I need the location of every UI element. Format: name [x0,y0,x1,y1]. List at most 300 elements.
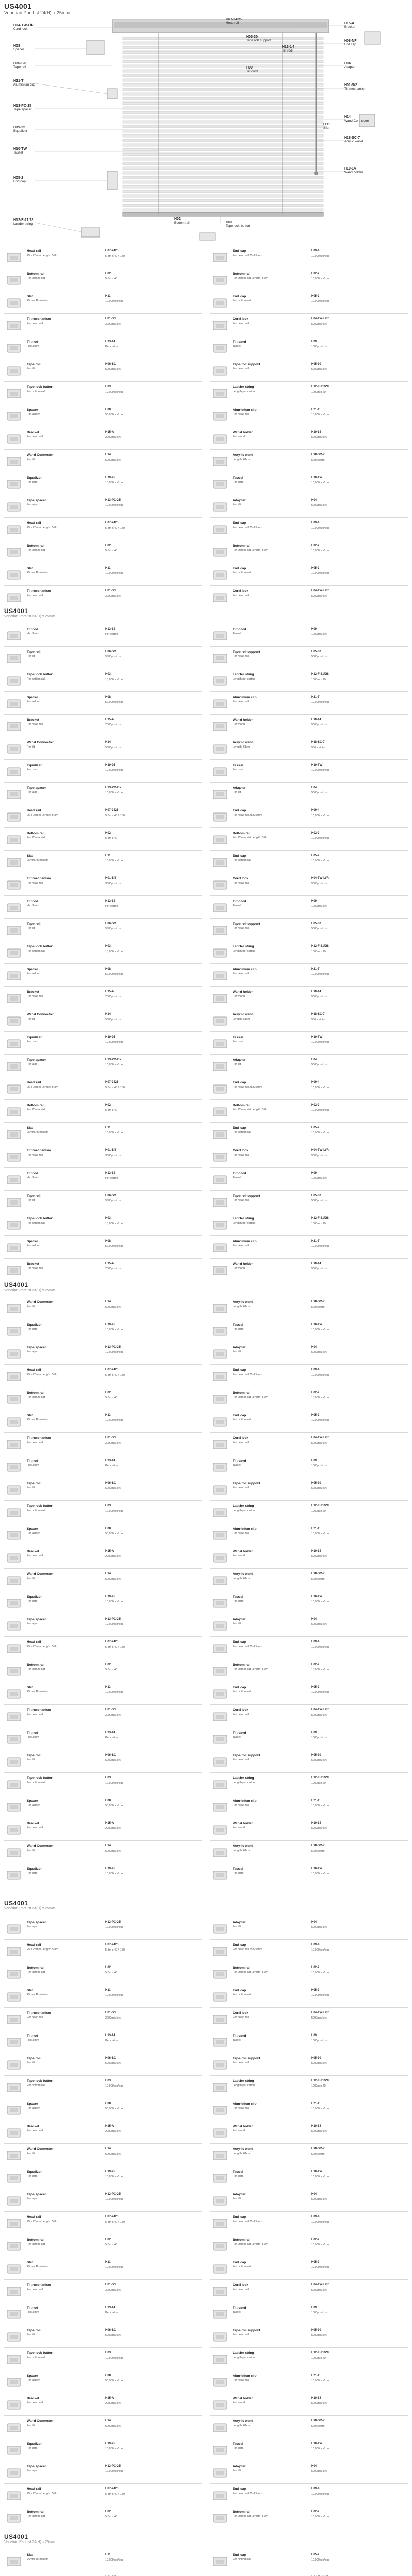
part-thumbnail [4,1194,24,1211]
hero-label-name: Slat [323,126,330,130]
part-row [4,943,202,964]
part-description: Length per carton [233,1781,255,1784]
part-packing: 10,000pcs/ctn [311,1245,329,1248]
part-thumbnail [4,832,24,848]
part-row [210,920,408,941]
part-packing: 10,000pcs/ctn [105,2558,123,2562]
part-name: Tape spacer [27,2193,46,2196]
part-code: H04 [311,2193,317,2196]
part-packing: 500pcs/ctn [311,2153,325,2156]
part-name: End cap [233,249,246,253]
part-row [4,383,202,404]
part-packing: 500pcs/ctn [311,1850,325,1853]
part-description: Length per carton [233,950,255,953]
part-thumbnail [210,363,230,379]
part-thumbnail [4,1217,24,1233]
part-description: For head rail [233,1713,249,1716]
part-row [210,1865,408,1886]
part-name: Cord lock [233,1149,248,1153]
hero-label-code: H07-2425 [226,18,242,21]
part-row [210,693,408,715]
part-description: Hex 3mm [27,904,39,907]
part-description: 25 x 25mm Length: 5.8m [27,2492,58,2495]
part-packing: 10,000pcs/ctn [311,549,329,552]
part-packing: 500pcs/ctn [311,1018,325,1021]
part-row [210,943,408,964]
part-name: Equalizer [27,1323,42,1327]
part-description: For head rail 25x25mm [233,1373,262,1376]
part-code: H01-S/2 [105,1149,117,1152]
part-row [4,2077,202,2098]
hero-label-code: H04 [344,62,351,65]
part-packing: 10,000pcs/ctn [311,572,329,575]
part-packing: 10,000pcs/ctn [311,2107,329,2110]
part-code: H06-SC [105,1482,116,1485]
part-description: For bottom rail [233,2265,251,2268]
part-thumbnail [4,1104,24,1120]
part-thumbnail [4,1776,24,1793]
hero-label [344,62,356,69]
part-description: Length: 61cm [233,1305,250,1308]
part-packing: 10,000pcs/ctn [105,1222,123,1225]
part-packing: 5.8m x 40 / 150 [105,1948,125,1952]
hero-label-code: H08-NF [344,39,357,43]
part-code: H18-SC-7 [311,2419,325,2422]
part-row [210,542,408,563]
hero-label-name: End cap [13,180,26,183]
part-description: For cord [27,481,38,484]
part-name: Bottom rail [27,1663,45,1667]
part-description: For bottom rail [233,1690,251,1693]
part-name: End cap [233,2215,246,2219]
part-packing: 5.8m x 40 [105,1668,118,1671]
part-code: H19-25 [105,476,115,479]
part-description: 25 x 25mm Length: 5.8m [27,2220,58,2223]
part-row [210,1101,408,1123]
part-description: 25 x 25mm Length: 5.8m [27,1645,58,1648]
part-thumbnail [210,741,230,757]
part-row [210,2100,408,2121]
part-name: Slat [27,295,33,298]
part-code: H10-TW [311,2170,323,2173]
part-row [210,2463,408,2484]
part-packing: 5.8m x 40 [105,277,118,280]
part-code: H07-2425 [105,809,119,812]
part-row [4,2032,202,2053]
part-row [210,1170,408,1191]
part-thumbnail [210,1217,230,1233]
part-description: For 25mm slat Length: 5.8m [233,1108,268,1111]
part-row [4,2574,202,2576]
part-description: For 25mm slat Length: 5.8m [233,2243,268,2246]
part-packing: 2000pcs/ctn [105,1827,121,1830]
part-thumbnail [210,1776,230,1793]
part-packing: 5000pcs/ctn [105,1487,121,1490]
hero-label [246,66,258,73]
part-description: For cord [233,1600,244,1603]
part-description: For 25mm slat [27,1971,45,1974]
part-code: H11 [105,1414,111,1417]
part-packing: 10,000pcs/ctn [105,1510,123,1513]
part-packing: 10,000pcs/ctn [105,1872,123,1875]
part-name: Adapter [233,1921,246,1924]
part-packing: 10,000pcs/ctn [105,2198,123,2201]
part-code: H01-S/2 [105,2011,117,2014]
hero-label-name: Tape roll [13,65,26,69]
hero-label [344,39,357,46]
part-description: 25 x 25mm Length: 5.8m [27,814,58,817]
part-name: Tilt cord [233,628,246,631]
part-description: For head rail 25x25mm [233,2492,262,2495]
part-name: Equalizer [27,764,42,767]
hero-label-code: H10-14 [344,167,356,171]
part-row [210,2395,408,2416]
part-thumbnail [210,1104,230,1120]
part-thumbnail [210,408,230,425]
part-description: For head rail [233,367,249,370]
part-name: Tape roll [27,1482,41,1485]
part-description: For head rail 25x25mm [233,526,262,529]
part-name: End cap [233,854,246,858]
part-row [210,270,408,291]
part-thumbnail [4,317,24,334]
part-name: Tassel [233,1595,243,1599]
part-code: H14 [105,1572,111,1575]
part-thumbnail [4,1126,24,1143]
part-description: For tilt [27,655,35,658]
part-thumbnail [4,544,24,561]
part-code: H05-30 [311,1482,321,1485]
part-row [210,852,408,873]
part-packing: 2000pcs/ctn [105,1267,121,1270]
part-description: For tape [27,2197,38,2200]
part-description: For ladder [27,1532,40,1535]
part-packing: Per carton [105,1464,118,1467]
part-packing: 10,000pcs/ctn [311,300,329,303]
part-name: End cap [233,809,246,812]
part-name: Head rail [27,521,41,525]
part-thumbnail [4,1550,24,1566]
part-packing: 10,000pcs/ctn [311,277,329,280]
part-code: H04-TW-L/R [311,589,329,592]
part-row [4,1101,202,1123]
part-description: For 25mm slat [27,836,45,839]
part-row [4,920,202,941]
part-code: H10-14 [311,1550,321,1553]
part-packing: 5000pcs/ctn [105,2334,121,2337]
part-packing: 5000pcs/ctn [311,2402,327,2405]
part-packing: 50,000pcs/ctn [105,2107,123,2110]
part-packing: 10,000pcs/ctn [105,791,123,794]
part-row [4,988,202,1009]
part-packing: 5000pcs/ctn [105,2062,121,2065]
part-code: H19-25 [105,1036,115,1039]
part-description: For head rail [27,1826,43,1829]
part-thumbnail [4,2465,24,2481]
part-description: For ladder [27,700,40,703]
section-code: US4001 [4,607,28,615]
part-code: H04 [311,2465,317,2468]
part-row [210,2055,408,2076]
part-thumbnail [210,1300,230,1317]
part-code: H07-2425 [105,249,119,252]
part-row [4,587,202,608]
part-code: H13-14 [105,1731,115,1734]
part-row [210,1389,408,1410]
part-code: H13-PC-25 [105,2193,121,2196]
part-thumbnail [4,718,24,735]
part-packing: Per carton [105,1736,118,1739]
part-thumbnail [4,1640,24,1657]
part-thumbnail [4,1966,24,1982]
part-code: H09-4 [311,1368,320,1371]
part-thumbnail [4,1663,24,1680]
part-code: H13-PC-25 [105,1346,121,1349]
part-row [210,2304,408,2325]
part-row [210,2349,408,2370]
part-row [4,1752,202,1773]
part-name: Wand Connector [27,1013,54,1016]
part-description: 25 x 25mm Length: 5.8m [27,1948,58,1951]
part-name: Bracket [27,718,39,722]
part-code: H02-2 [311,1663,320,1666]
part-packing: 5000pcs/ctn [311,1351,327,1354]
part-code: H09 [311,1459,317,1462]
part-code: H02-2 [311,544,320,547]
hero-label-name: Equalizer [13,129,28,133]
part-packing: 1000m x 20 [311,678,326,681]
part-packing: 10,000pcs/ctn [105,1994,123,1997]
section-header [4,1282,408,1293]
part-row [4,565,202,586]
part-description: For head rail [233,2288,249,2291]
part-row [4,829,202,851]
part-packing: 1000pcs/ctn [311,1177,327,1180]
part-row [210,1298,408,1319]
part-code: H12-F-21/28 [311,385,329,388]
part-code: H18-SC-7 [311,2147,325,2150]
part-description: For tilt [233,1925,241,1928]
part-thumbnail [4,1013,24,1029]
section-subtitle: Venetian Part list 24(H) x 25mm [4,1907,55,1910]
part-packing: 10,000pcs/ctn [311,1994,329,1997]
part-description: For head rail [233,882,249,885]
part-thumbnail [210,945,230,961]
part-row [4,1321,202,1342]
part-name: Wand Connector [27,2419,54,2423]
part-code: H04 [311,499,317,502]
part-thumbnail [4,990,24,1007]
part-code: H13-PC-25 [105,1618,121,1621]
part-packing: 10,000pcs/ctn [105,1600,123,1603]
part-packing: 10,000pcs/ctn [311,859,329,862]
part-code: H04 [311,786,317,789]
part-row [210,807,408,828]
part-description: For cord [233,481,244,484]
part-row [4,1865,202,1886]
part-description: Length: 61cm [233,2152,250,2155]
part-row [4,1434,202,1455]
part-name: Ladder string [233,385,254,389]
hero-label [13,44,24,52]
part-description: 25 x 25mm Length: 5.8m [27,1086,58,1089]
part-code: H01-S/2 [105,1708,117,1711]
part-code: H06-SC [105,2329,116,2332]
part-row [4,897,202,919]
part-row [4,1638,202,1659]
part-packing: 5.8m x 40 / 150 [105,814,125,817]
part-thumbnail [4,650,24,667]
hero-label-name: Cord lock [13,27,28,31]
part-code: H03 [105,1504,111,1507]
part-row [210,2032,408,2053]
part-description: For bottom rail [27,1222,45,1225]
hero-label-code: H21-TI [13,79,25,83]
part-name: Ladder string [233,1217,254,1221]
part-name: Tape spacer [27,786,46,790]
part-row [210,1238,408,1259]
part-description: 25mm Aluminium [27,299,49,302]
part-packing: 1000pcs/ctn [311,905,327,908]
part-thumbnail [210,1391,230,1408]
part-description: For bottom rail [27,950,45,953]
part-code: H21-TI [311,2374,321,2377]
hero-label-name: Tape roll support [246,39,271,42]
part-code: H18-SC-7 [311,1572,325,1575]
part-packing: 5000pcs/ctn [105,927,121,930]
part-code: H05-30 [311,1194,321,1197]
part-name: Tassel [233,764,243,767]
part-code: H15-A [105,990,114,993]
part-thumbnail [210,2102,230,2119]
hero-label [13,79,35,87]
part-name: Tape roll support [233,1754,260,1757]
part-description: For 25mm slat Length: 5.8m [233,2515,268,2518]
part-packing: 10,000pcs/ctn [105,678,123,681]
part-row [4,1124,202,1145]
part-description: Length: 61cm [233,1018,250,1021]
part-description: For tilt [27,1486,35,1489]
part-code: H06-SC [105,2057,116,2060]
part-row [4,1147,202,1168]
part-packing: 1000pcs/ctn [311,1736,327,1739]
part-row [4,1192,202,1213]
part-name: End cap [233,2553,246,2557]
part-name: Tape roll [27,650,41,654]
part-packing: 10,000pcs/ctn [311,1668,329,1671]
part-packing: 5000pcs/ctn [105,1018,121,1021]
part-row [210,2077,408,2098]
part-packing: 10,000pcs/ctn [105,2447,123,2450]
part-description: 25mm Aluminium [27,859,49,862]
part-thumbnail [210,1459,230,1476]
part-thumbnail [4,877,24,893]
part-description: For tape [27,1622,38,1625]
part-name: Tape lock button [27,673,54,676]
page-code: US4001 [4,2,32,10]
part-packing: 5000pcs/ctn [105,1759,121,1762]
part-code: H14 [105,1013,111,1016]
part-packing: Per carton [105,2039,118,2042]
part-thumbnail [4,922,24,939]
part-name: Head rail [27,2487,41,2491]
part-code: H06-SC [105,1194,116,1197]
part-name: Spacer [27,1799,38,1803]
part-row [210,1525,408,1546]
part-name: Acrylic wand [233,2419,254,2423]
part-code: H01-S/2 [105,877,117,880]
part-thumbnail [210,2510,230,2527]
part-code: H12-F-21/28 [311,2351,329,2354]
part-row [4,1842,202,1863]
part-name: Bottom rail [27,832,45,835]
part-name: Bottom rail [233,2510,251,2514]
part-name: Spacer [27,696,38,699]
part-description: For head rail [233,1532,249,1535]
part-description: 25 x 25mm Length: 5.8m [27,1373,58,1376]
part-packing: 5000pcs/ctn [311,1623,327,1626]
part-thumbnail [4,2261,24,2277]
part-code: H09 [311,340,317,343]
part-packing: 5000pcs/ctn [105,1578,121,1581]
part-name: Ladder string [233,673,254,676]
part-name: Tilt rod [27,628,38,631]
part-description: Hex 3mm [27,1176,39,1179]
part-name: Cord lock [233,877,248,880]
part-thumbnail [210,340,230,357]
part-code: H02 [105,272,111,275]
part-name: Bottom rail [233,1104,251,1107]
part-thumbnail [4,521,24,538]
part-description: For head rail [27,1441,43,1444]
part-code: H08 [105,408,111,411]
part-description: For tilt [27,745,35,749]
part-thumbnail [210,1550,230,1566]
part-code: H06-SC [105,922,116,925]
hero-label [344,22,355,29]
part-thumbnail [4,2079,24,2096]
part-code: H14 [105,2147,111,2150]
part-description: 25mm Aluminium [27,2265,49,2268]
part-code: H21-TI [311,1240,321,1243]
part-row [4,1729,202,1750]
part-name: Head rail [27,1943,41,1947]
part-name: Acrylic wand [233,453,254,457]
part-name: End cap [233,2487,246,2491]
part-code: H15-A [105,1822,114,1825]
part-description: For head rail [233,655,249,658]
part-name: Spacer [27,2374,38,2378]
part-description: For bottom rail [27,1509,45,1512]
part-row [4,315,202,336]
part-packing: 10,000pcs/ctn [311,1532,329,1535]
part-thumbnail [210,1240,230,1256]
part-thumbnail [210,1436,230,1453]
part-code: H13-14 [105,900,115,903]
part-name: Ladder string [233,2351,254,2355]
part-description: For wand [233,2129,245,2132]
part-name: Tape roll [27,363,41,366]
part-row [210,1964,408,1985]
part-row [4,693,202,715]
part-description: 25mm Aluminium [27,1993,49,1996]
part-packing: 5000pcs/ctn [105,459,121,462]
part-thumbnail [210,521,230,538]
part-code: H15-A [105,2125,114,2128]
part-description: For head rail [233,700,249,703]
part-code: H19-25 [105,764,115,767]
part-packing: 5.8m x 40 / 150 [105,2493,125,2496]
